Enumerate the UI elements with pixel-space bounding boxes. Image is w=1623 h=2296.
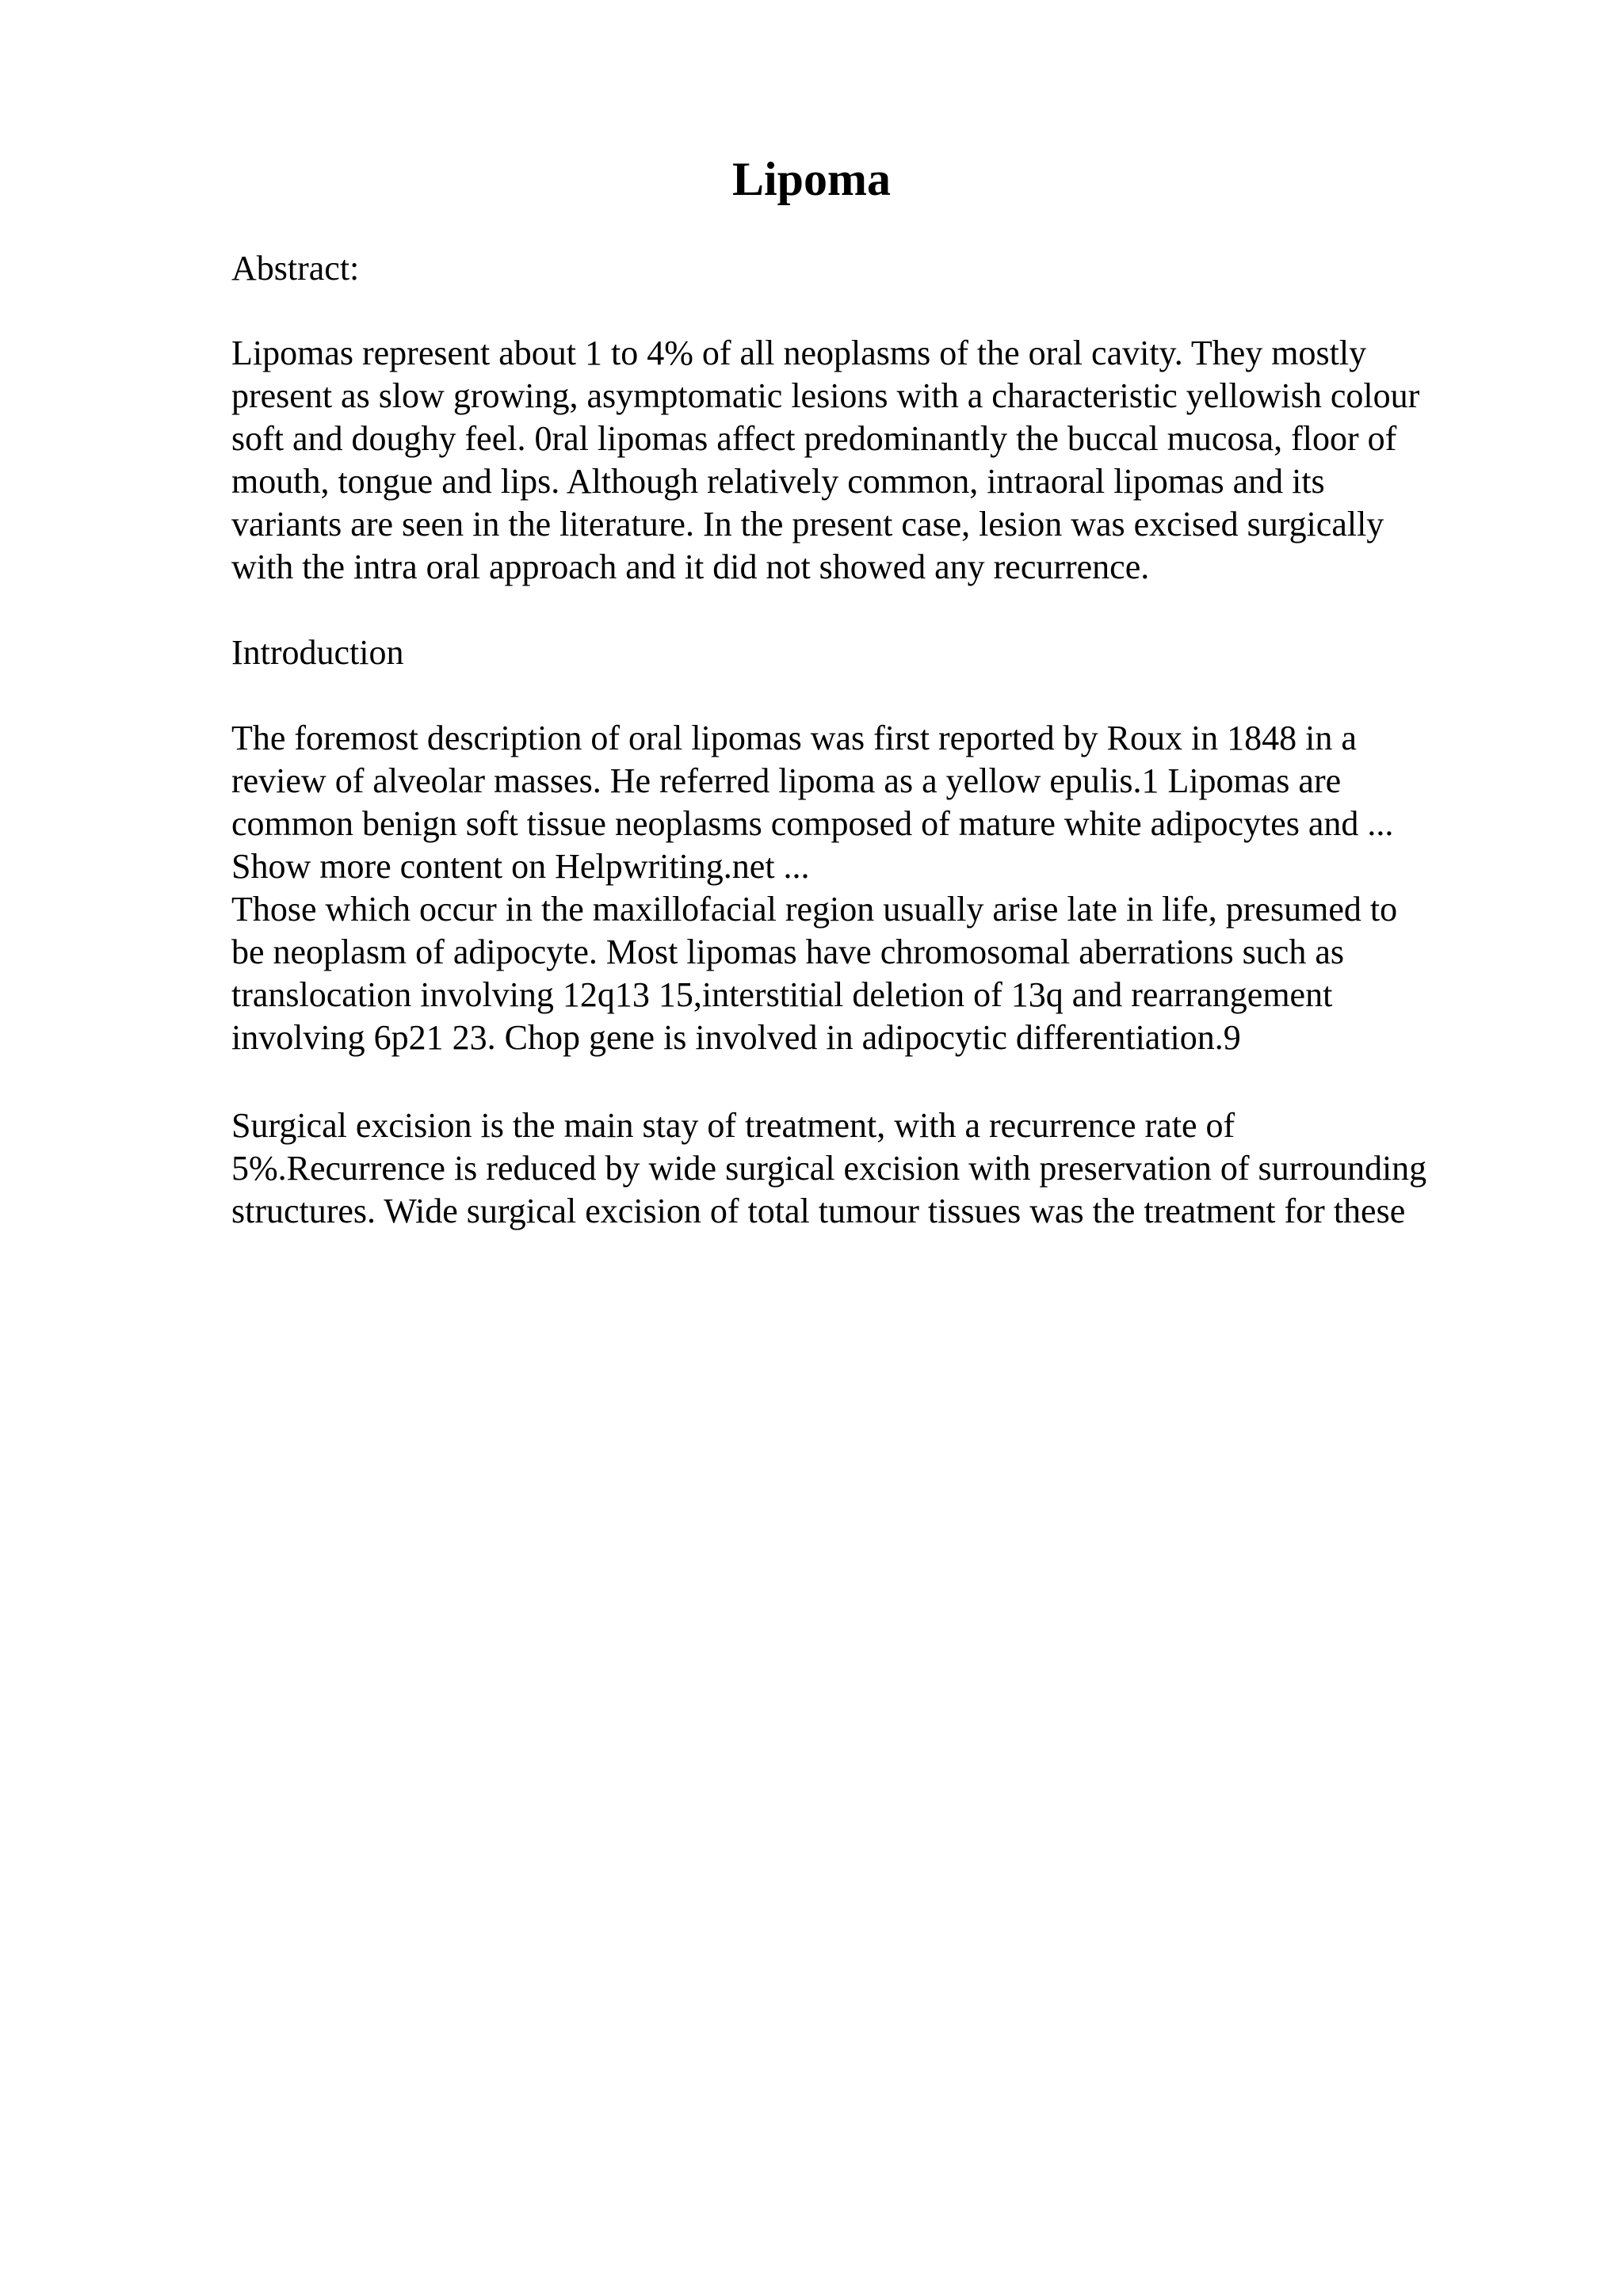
text-line: Those which occur in the maxillofacial region usually arise late in life, presumed to	[231, 890, 1398, 929]
introduction-heading: Introduction	[231, 633, 404, 672]
text-line: Surgical excision is the main stay of treatment, with a recurrence rate of	[231, 1106, 1235, 1145]
abstract-paragraph	[231, 332, 1515, 589]
text-line: variants are seen in the literature. In the present case, lesion was excised surgically	[231, 505, 1384, 543]
show-more-link[interactable]: Show more content on Helpwriting.net ...	[231, 847, 810, 886]
text-line: structures. Wide surgical excision of total tumour tissues was the treatment for these	[231, 1192, 1406, 1230]
text-line: mouth, tongue and lips. Although relatively common, intraoral lipomas and its	[231, 462, 1325, 501]
text-line: common benign soft tissue neoplasms composed of mature white adipocytes and ...	[231, 804, 1394, 843]
text-line: review of alveolar masses. He referred lipoma as a yellow epulis.1 Lipomas are	[231, 761, 1342, 800]
introduction-paragraph	[231, 717, 1515, 1059]
text-line: present as slow growing, asymptomatic lesions with a characteristic yellowish colour	[231, 376, 1420, 415]
text-line: soft and doughy feel. 0ral lipomas affect predominantly the buccal mucosa, floor of	[231, 419, 1397, 458]
text-line: involving 6p21 23. Chop gene is involved in adipocytic differentiation.9	[231, 1018, 1241, 1057]
text-line: translocation involving 12q13 15,interstitial deletion of 13q and rearrangement	[231, 975, 1333, 1014]
text-line: 5%.Recurrence is reduced by wide surgical excision with preservation of surrounding	[231, 1149, 1427, 1188]
text-line: Lipomas represent about 1 to 4% of all neoplasms of the oral cavity. They mostly	[231, 334, 1367, 372]
text-line: be neoplasm of adipocyte. Most lipomas have chromosomal aberrations such as	[231, 933, 1344, 971]
text-line: The foremost description of oral lipomas was first reported by Roux in 1848 in a	[231, 719, 1357, 757]
page-title: Lipoma	[731, 153, 892, 205]
treatment-paragraph	[231, 1104, 1515, 1233]
text-line: with the intra oral approach and it did not showed any recurrence.	[231, 547, 1150, 586]
abstract-heading: Abstract:	[231, 249, 360, 288]
